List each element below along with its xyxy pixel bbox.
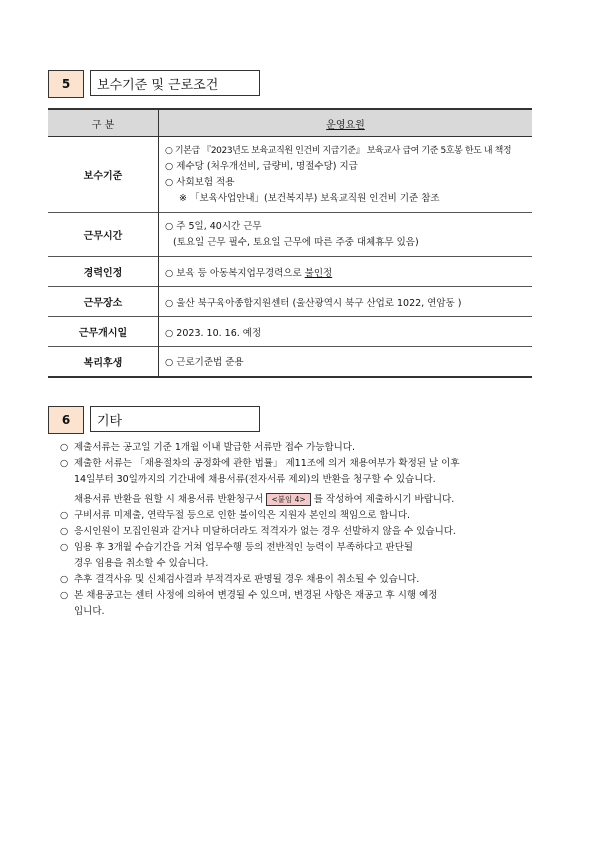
table-row — [48, 287, 532, 317]
row-description: ○ 2023. 10. 16. 예정 — [159, 317, 533, 347]
row-category: 근무시간 — [48, 213, 159, 257]
row-description — [159, 213, 533, 257]
table-row — [48, 347, 532, 377]
working-conditions-table — [48, 108, 532, 378]
table-row — [48, 317, 532, 347]
table-row — [48, 213, 532, 257]
row-category: 복리후생 — [48, 347, 159, 377]
section-number: 6 — [48, 406, 84, 434]
desc-line: (토요일 근무 필수, 토요일 근무에 따른 주중 대체휴무 있음) — [173, 236, 419, 248]
list-item — [60, 540, 540, 556]
bullet-marker: ○ — [60, 526, 69, 537]
section-6-header — [48, 406, 260, 434]
header-description: 운영요원 — [159, 109, 533, 137]
note-text: 채용서류 반환을 원할 시 채용서류 반환청구서 — [74, 494, 267, 505]
bullet-marker: ○ — [60, 510, 69, 521]
list-item — [60, 508, 540, 524]
note-continuation: 입니다. — [74, 606, 105, 617]
row-description: ○ 근로기준법 준용 — [159, 347, 533, 377]
note-continuation — [60, 492, 540, 508]
desc-line: ○ 사회보험 적용 — [165, 176, 235, 188]
list-item — [60, 524, 540, 540]
section-number: 5 — [48, 70, 84, 98]
note-text: 본 채용공고는 센터 사정에 의하여 변경될 수 있으며, 변경된 사항은 재공고 후 시행 예정 — [74, 590, 438, 601]
table-row — [48, 257, 532, 287]
list-item — [60, 440, 540, 456]
note-text: 를 작성하여 제출하시기 바랍니다. — [310, 494, 455, 505]
bullet-marker: ○ — [60, 590, 69, 601]
note-text: 추후 결격사유 및 신체검사결과 부적격자로 판명될 경우 채용이 취소될 수 있습니다. — [74, 574, 420, 585]
section-title: 기타 — [90, 406, 260, 432]
notes-list — [60, 440, 540, 620]
table-row — [48, 137, 532, 213]
note-text: 제출서류는 공고일 기준 1개월 이내 발급한 서류만 접수 가능합니다. — [74, 442, 356, 453]
note-text: 응시인원이 모집인원과 같거나 미달하더라도 적격자가 없는 경우 선발하지 않을 수 있습니다. — [74, 526, 456, 537]
row-category: 보수기준 — [48, 137, 159, 213]
desc-line: ○ 제수당 (처우개선비, 급량비, 명절수당) 지급 — [165, 160, 358, 172]
desc-line: ○ 주 5일, 40시간 근무 — [165, 220, 262, 232]
row-category: 근무개시일 — [48, 317, 159, 347]
bullet-marker: ○ — [60, 542, 69, 553]
note-text: 제출한 서류는 「채용절차의 공정화에 관한 법률」 제11조에 의거 채용여부가 확정된 날 이후 — [74, 458, 460, 469]
row-description — [159, 257, 533, 287]
section-title: 보수기준 및 근로조건 — [90, 70, 260, 96]
row-category: 경력인정 — [48, 257, 159, 287]
row-description: ○ 울산 북구육아종합지원센터 (울산광역시 북구 산업로 1022, 연암동 ) — [159, 287, 533, 317]
section-5-header — [48, 70, 260, 98]
note-continuation: 경우 임용을 취소할 수 있습니다. — [74, 558, 209, 569]
bullet-marker: ○ — [60, 458, 69, 469]
underlined-text: 불인정 — [304, 267, 333, 279]
desc-text: ○ 보육 등 아동복지업무경력으로 — [165, 267, 305, 279]
table-header-row — [48, 109, 532, 137]
note-text: 임용 후 3개월 수습기간을 거쳐 업무수행 등의 전반적인 능력이 부족하다고 판단될 — [74, 542, 414, 553]
note-continuation: 14일부터 30일까지의 기간내에 채용서류(전자서류 제외)의 반환을 청구할 수 있습니다. — [74, 474, 436, 485]
list-item — [60, 588, 540, 604]
attachment-badge: <붙임 4> — [266, 493, 310, 506]
list-item — [60, 456, 540, 472]
row-category: 근무장소 — [48, 287, 159, 317]
row-description — [159, 137, 533, 213]
desc-line: ※ 「보육사업안내」(보건복지부) 보육교직원 인건비 기준 참조 — [179, 192, 440, 204]
bullet-marker: ○ — [60, 574, 69, 585]
note-text: 구비서류 미제출, 연락두절 등으로 인한 불이익은 지원자 본인의 책임으로 합니다. — [74, 510, 411, 521]
list-item — [60, 572, 540, 588]
desc-line: ○ 기본급 『2023년도 보육교직원 인건비 지급기준』 보육교사 급여 기준 5호봉 한도 내 책정 — [165, 145, 512, 156]
bullet-marker: ○ — [60, 442, 69, 453]
header-category: 구 분 — [48, 109, 159, 137]
